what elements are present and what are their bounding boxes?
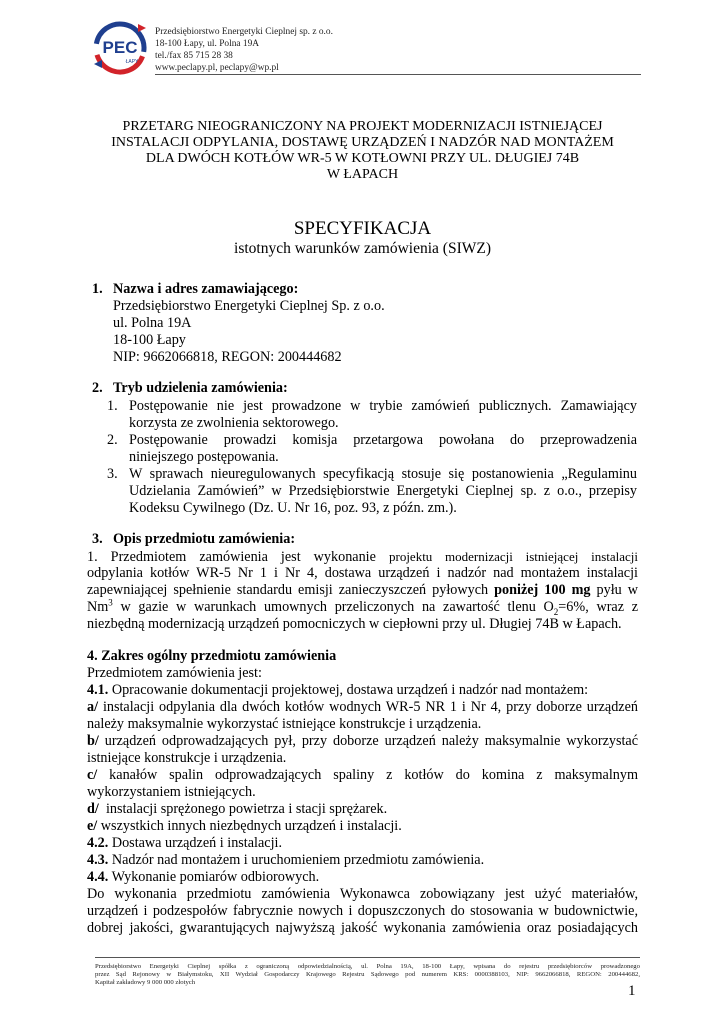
- section-3-number: 3.: [92, 531, 103, 547]
- section-4-intro: Przedmiotem zamówienia jest:: [87, 665, 262, 681]
- tender-title-line: W ŁAPACH: [326, 167, 399, 182]
- point-4-1: 4.1. Opracowanie dokumentacji projektowej, dostawa urządzeń i nadzór nad montażem:: [87, 682, 589, 698]
- header-web: www.peclapy.pl, peclapy@wp.pl: [155, 63, 279, 73]
- client-ids: NIP: 9662066818, REGON: 200444682: [113, 349, 342, 365]
- point-4-4: 4.4. Wykonanie pomiarów odbiorowych.: [87, 869, 320, 885]
- list-item: korzysta ze zwolnienia sektorowego.: [129, 415, 339, 431]
- client-street: ul. Polna 19A: [113, 315, 192, 331]
- client-name: Przedsiębiorstwo Energetyki Cieplnej Sp. z o.o.: [113, 298, 385, 314]
- paragraph-line: 1. Przedmiotem zamówienia jest wykonanie projektu modernizacji istniejącej instalacji: [87, 549, 638, 565]
- section-2-number: 2.: [92, 380, 103, 396]
- footer-divider: [95, 957, 640, 958]
- list-item: niniejszego postępowania.: [129, 449, 279, 465]
- header-phone: tel./fax 85 715 28 38: [155, 51, 233, 61]
- header-address: 18-100 Łapy, ul. Polna 19A: [155, 39, 260, 49]
- item-d: d/ instalacji sprężonego powietrza i stacji sprężarek.: [87, 801, 388, 817]
- list-item: W sprawach nieuregulowanych specyfikacją stosuje się postanowienia „Regulaminu: [129, 466, 637, 482]
- paragraph-line: zapewniającej spełnienie standardu emisji zanieczyszczeń pyłowych poniżej 100 mg pyłu w: [87, 582, 638, 598]
- footer-line: przez Sąd Rejonowy w Białymstoku, XII Wydział Gospodarczy Krajowego Rejestru Sądowego pod numerem KRS: 0000388103, NIP: 9662066818, REGON: 200444682,: [95, 971, 640, 978]
- item-b: b/ urządzeń odprowadzających pył, przy doborze urządzeń należy maksymalnie wykorzystać: [87, 733, 638, 749]
- spec-title: SPECYFIKACJA: [293, 218, 432, 239]
- paragraph-line: Do wykonania przedmiotu zamówienia Wykonawca zobowiązany jest użyć materiałów,: [87, 886, 638, 902]
- logo-text: PEC: [102, 38, 138, 57]
- item-c-cont: wykorzystaniem istniejących.: [87, 784, 256, 800]
- footer-line: Kapitał zakładowy 9 000 000 złotych: [95, 979, 196, 986]
- logo-subtext: ŁAPY: [125, 59, 139, 65]
- paragraph-line: odpylania kotłów WR-5 Nr 1 i Nr 4, dostawa urządzeń i nadzór nad montażem instalacji: [87, 565, 638, 581]
- client-city: 18-100 Łapy: [113, 332, 186, 348]
- section-4-heading: 4. Zakres ogólny przedmiotu zamówienia: [87, 648, 337, 664]
- paragraph-line: dobrej jakości, gwarantujących najwyższą jakość wykonania zamówienia oraz posiadających: [87, 920, 638, 936]
- header-company-name: Przedsiębiorstwo Energetyki Cieplnej sp. z o.o.: [155, 27, 333, 37]
- paragraph-line: Nm$^3$ w gazie w warunkach umownych przeliczonych na zawartość tlenu $O_2=6\%$, wraz z: [87, 599, 638, 616]
- section-1-heading: Nazwa i adres zamawiającego:: [113, 281, 299, 297]
- item-a: a/ instalacji odpylania dla dwóch kotłów wodnych WR-5 NR 1 i Nr 4, przy doborze urządzeń: [87, 699, 638, 715]
- list-item: Kodeksu Cywilnego (Dz. U. Nr 16, poz. 93, z późn. zm.).: [129, 500, 457, 516]
- list-item: Udzielania Zamówień” w Przedsiębiorstwie Energetyki Cieplnej sp. z o.o., przepisy: [129, 483, 637, 499]
- paragraph-line: niezbędną modernizacją urządzeń pomocniczych w ciepłowni przy ul. Długiej 74B w Łapach.: [87, 616, 622, 632]
- point-4-3: 4.3. Nadzór nad montażem i uruchomieniem przedmiotu zamówienia.: [87, 852, 485, 868]
- footer-line: Przedsiębiorstwo Energetyki Cieplnej spółka z ograniczoną odpowiedzialnością, ul. Polna 19A, 18-100 Łapy, wpisana do rejestru przedsiębiorców prowadzonego: [95, 963, 640, 970]
- tender-title-line: INSTALACJI ODPYLANIA, DOSTAWĘ URZĄDZEŃ I NADZÓR NAD MONTAŻEM: [111, 135, 614, 150]
- tender-title-line: DLA DWÓCH KOTŁÓW WR-5 W KOTŁOWNI PRZY UL. DŁUGIEJ 74B: [145, 151, 580, 166]
- item-e: e/ wszystkich innych niezbędnych urządzeń i instalacji.: [87, 818, 402, 834]
- list-item: Postępowanie prowadzi komisja przetargowa powołana do przeprowadzenia: [129, 432, 637, 448]
- item-b-cont: istniejące konstrukcje i urządzenia.: [87, 750, 287, 766]
- tender-title-line: PRZETARG NIEOGRANICZONY NA PROJEKT MODERNIZACJI ISTNIEJĄCEJ: [122, 119, 603, 134]
- page-number: 1: [628, 983, 636, 999]
- paragraph-line: urządzeń i podzespołów fabrycznie nowych i dopuszczonych do stosowania w budownictwie,: [87, 903, 638, 919]
- spec-subtitle: istotnych warunków zamówienia (SIWZ): [234, 240, 491, 257]
- item-a-cont: należy maksymalnie wykorzystać istniejące konstrukcje i urządzenia.: [87, 716, 482, 732]
- section-2-heading: Tryb udzielenia zamówienia:: [113, 380, 288, 396]
- section-3-heading: Opis przedmiotu zamówienia:: [113, 531, 296, 547]
- company-logo: [90, 18, 150, 76]
- list-number: 2.: [107, 432, 118, 448]
- header-divider: [155, 74, 641, 75]
- section-1-number: 1.: [92, 281, 103, 297]
- list-number: 1.: [107, 398, 118, 414]
- item-c: c/ kanałów spalin odprowadzających spaliny z kotłów do komina z maksymalnym: [87, 767, 638, 783]
- list-item: Postępowanie nie jest prowadzone w trybie zamówień publicznych. Zamawiający: [129, 398, 637, 414]
- list-number: 3.: [107, 466, 118, 482]
- point-4-2: 4.2. Dostawa urządzeń i instalacji.: [87, 835, 283, 851]
